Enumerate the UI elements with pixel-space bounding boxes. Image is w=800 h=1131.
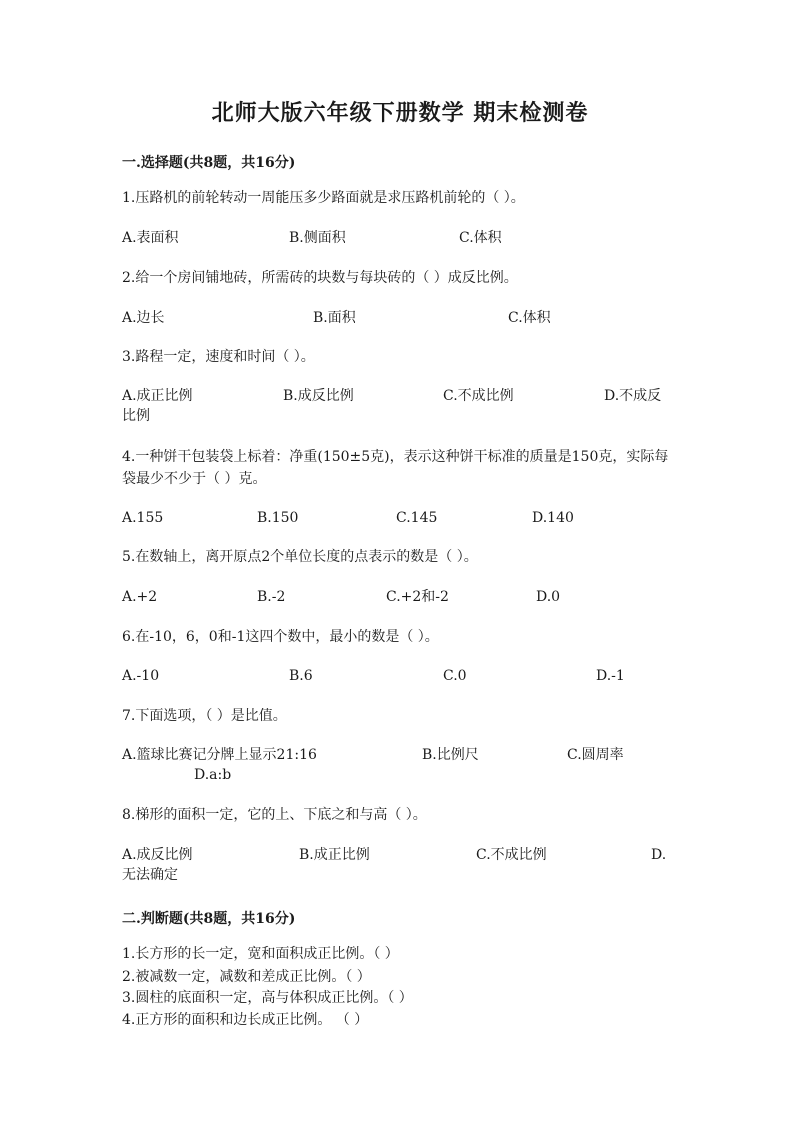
question-4: 4.一种饼干包装袋上标着：净重(150±5克)，表示这种饼干标准的质量是150克，实际每袋最少不少于（ ）克。: [122, 449, 669, 487]
page-title: 北师大版六年级下册数学 期末检测卷: [211, 100, 589, 126]
option-7c: C.圆周率: [567, 747, 624, 763]
option-7a: A.篮球比赛记分牌上显示21:16: [122, 747, 317, 763]
option-6a: A.-10: [122, 668, 160, 684]
option-2b: B.面积: [313, 310, 356, 326]
option-8d-wrap: 无法确定: [122, 867, 178, 883]
option-3a: A.成正比例: [122, 388, 193, 404]
option-1b: B.侧面积: [289, 230, 346, 246]
option-3c: C.不成比例: [443, 388, 514, 404]
option-8b: B.成正比例: [299, 847, 370, 863]
option-4d: D.140: [532, 510, 574, 526]
question-8: 8.梯形的面积一定，它的上、下底之和与高（ ）。: [122, 807, 427, 823]
question-7: 7.下面选项，（ ）是比值。: [122, 708, 287, 724]
option-7b: B.比例尺: [422, 747, 479, 763]
question-1: 1.压路机的前轮转动一周能压多少路面就是求压路机前轮的（ ）。: [122, 190, 525, 206]
judgement-item-1: 1.长方形的长一定，宽和面积成正比例。（ ）: [122, 946, 399, 962]
option-1a: A.表面积: [122, 230, 179, 246]
option-4b: B.150: [257, 510, 299, 526]
option-5a: A.+2: [122, 589, 158, 605]
judgement-item-2: 2.被减数一定，减数和差成正比例。（ ）: [122, 969, 371, 985]
question-2: 2.给一个房间铺地砖，所需砖的块数与每块砖的（ ）成反比例。: [122, 270, 518, 286]
option-3b: B.成反比例: [283, 388, 354, 404]
question-6: 6.在-10，6，0和-1这四个数中，最小的数是（ ）。: [122, 629, 439, 645]
option-6d: D.-1: [596, 668, 625, 684]
judgement-item-3: 3.圆柱的底面积一定，高与体积成正比例。（ ）: [122, 990, 413, 1006]
judgement-item-4: 4.正方形的面积和边长成正比例。 （ ）: [122, 1012, 369, 1028]
option-5c: C.+2和-2: [386, 589, 449, 605]
option-8a: A.成反比例: [122, 847, 193, 863]
option-1c: C.体积: [459, 230, 502, 246]
question-3: 3.路程一定，速度和时间（ ）。: [122, 349, 315, 365]
option-4c: C.145: [396, 510, 438, 526]
option-5b: B.-2: [257, 589, 286, 605]
option-8d: D.: [651, 847, 667, 863]
option-3d: D.不成反: [604, 388, 662, 404]
option-6c: C.0: [443, 668, 467, 684]
option-4a: A.155: [122, 510, 164, 526]
option-8c: C.不成比例: [476, 847, 547, 863]
question-5: 5.在数轴上，离开原点2个单位长度的点表示的数是（ ）。: [122, 549, 478, 565]
option-2a: A.边长: [122, 310, 165, 326]
section-heading-choice: 一.选择题(共8题，共16分): [122, 155, 296, 171]
section-heading-judgement: 二.判断题(共8题，共16分): [122, 911, 296, 927]
option-6b: B.6: [289, 668, 313, 684]
option-7d: D.a:b: [194, 767, 232, 783]
option-2c: C.体积: [508, 310, 551, 326]
option-3d-wrap: 比例: [122, 408, 150, 424]
option-5d: D.0: [536, 589, 561, 605]
